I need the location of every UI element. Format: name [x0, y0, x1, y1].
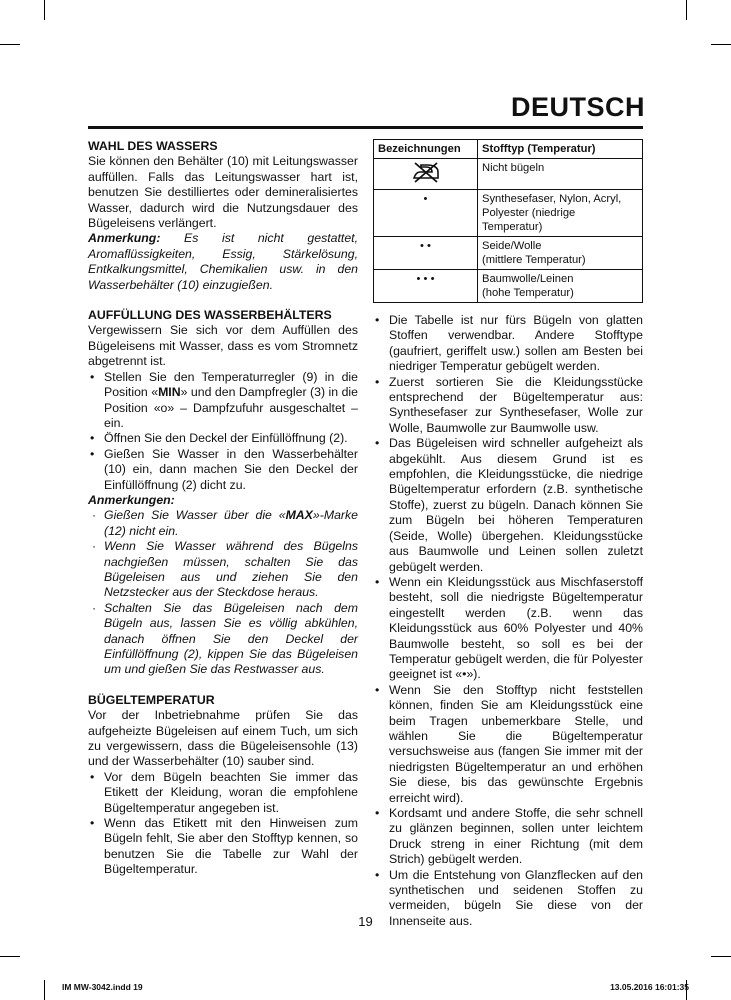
symbol-cell: •: [374, 190, 478, 237]
list-item: • Wenn Sie den Stofftyp nicht feststellen können, finden Sie am Kleidungsstück eine beim Tragen unbemerkbare Stelle, und wählen Sie die Bügeltemperatur versuchsweise aus (fangen Sie immer mit der niedrigsten Bügeltemperatur an und erhöhen Sie diese, bis das gewünschte Ergebnis erreicht wird).: [373, 683, 643, 806]
crop-mark: [711, 956, 731, 957]
bullet-list: [88, 370, 358, 493]
list-item: · Schalten Sie das Bügeleisen nach dem Bügeln aus, lassen Sie es völlig abkühlen, danach öffnen Sie den Deckel der Einfüllöffnung (2), kippen Sie das Bügeleisen um und gießen Sie das Restwasser aus.: [88, 601, 358, 678]
table-row: [374, 237, 643, 270]
footer-file: IM MW-3042.indd 19: [62, 982, 143, 992]
paragraph: Vergewissern Sie sich vor dem Auffüllen des Bügeleisens mit Wasser, dass es vom Stromnetz abgetrennt ist.: [88, 323, 358, 369]
table-header: Bezeichnungen: [374, 140, 478, 159]
max-mark: MAX: [285, 508, 313, 523]
crop-mark: [44, 0, 45, 20]
list-item: • Um die Entstehung von Glanzflecken auf den synthetischen und seidenen Stoffen zu vermeiden, bügeln Sie diese von der Innenseite aus.: [373, 868, 643, 930]
list-item: • Die Tabelle ist nur fürs Bügeln von glatten Stoffen verwendbar. Andere Stofftype (gaufriert, geriffelt usw.) sollen am Besten bei niedriger Temperatur gebügelt werden.: [373, 313, 643, 375]
table-header-row: [374, 140, 643, 159]
note-text: Es ist nicht gestattet, Aromaflüssigkeiten, Essig, Stärkelösung, Entkalkungsmittel, Chemikalien usw. in den Wasserbehälter (10) einzugießen.: [88, 231, 358, 292]
notes-list: [88, 508, 358, 677]
ironing-temperature-table: [373, 139, 643, 303]
note-paragraph: [88, 231, 358, 293]
list-item: • Wenn ein Kleidungsstück aus Mischfaserstoff besteht, soll die niedrigste Bügeltemperatur eingestellt werden (z.B. wenn das Kleidungsstück aus 60% Polyester und 40% Baumwolle besteht, so soll es bei der Temperatur gebügelt werden, die für Polyester geeignet ist «•»).: [373, 575, 643, 683]
section-title-temperature: BÜGELTEMPERATUR: [88, 692, 215, 707]
header-rule: [88, 126, 643, 129]
list-item: · Gießen Sie Wasser über die «MAX»-Marke (12) nicht ein.: [88, 508, 358, 539]
crop-mark: [0, 956, 20, 957]
crop-mark: [711, 44, 731, 45]
list-item: • Kordsamt und andere Stoffe, die sehr schnell zu glänzen beginnen, sollen unter leichtem Druck streng in einer Richtung (mit dem Strich) gebügelt werden.: [373, 806, 643, 868]
language-header: DEUTSCH: [510, 92, 645, 122]
page-number: 19: [358, 914, 373, 929]
symbol-cell: • •: [374, 237, 478, 270]
no-ironing-icon: [409, 161, 443, 183]
table-row: [374, 270, 643, 303]
min-mark: MIN: [158, 385, 181, 400]
crop-mark: [44, 980, 45, 1000]
bullet-list: [373, 313, 643, 929]
list-item: • Das Bügeleisen wird schneller aufgeheizt als abgekühlt. Aus diesem Grund ist es empfohlen, die Kleidungsstücke, die niedrige Bügeltemperatur erfordern (z.B. synthetische Stoffe), zuerst zu bügeln. Danach können Sie zum Bügeln bei höheren Temperaturen (Seide, Wolle) übergehen. Kleidungsstücke aus Baumwolle und Leinen sollen zuletzt gebügelt werden.: [373, 436, 643, 575]
fabric-cell: Seide/Wolle (mittlere Temperatur): [478, 237, 643, 270]
fabric-cell: Nicht bügeln: [478, 159, 643, 190]
notes-label: Anmerkungen:: [88, 492, 175, 507]
section-title-filling: AUFFÜLLUNG DES WASSERBEHÄLTERS: [88, 308, 332, 323]
table-header: Stofftyp (Temperatur): [478, 140, 643, 159]
bullet-list: [88, 770, 358, 878]
list-item: • Wenn das Etikett mit den Hinweisen zum Bügeln fehlt, Sie aber den Stofftyp kennen, so benutzen Sie die Tabelle zur Wahl der Bügeltemperatur.: [88, 816, 358, 878]
list-item: • Gießen Sie Wasser in den Wasserbehälter (10) ein, dann machen Sie den Deckel der Einfüllöffnung (2) dicht zu.: [88, 447, 358, 493]
footer-timestamp: 13.05.2016 16:01:35: [610, 982, 689, 992]
list-item: • Stellen Sie den Temperaturregler (9) in die Position «MIN» und den Dampfregler (3) in die Position «o» – Dampfzufuhr ausgeschaltet – ein.: [88, 370, 358, 432]
paragraph: Vor der Inbetriebnahme prüfen Sie das aufgeheizte Bügeleisen auf einem Tuch, um sich zu vergewissern, dass die Bügeleisensohle (13) und der Wasserbehälter (10) sauber sind.: [88, 708, 358, 769]
note-label: Anmerkung:: [88, 231, 161, 246]
list-item: • Vor dem Bügeln beachten Sie immer das Etikett der Kleidung, woran die empfohlene Bügeltemperatur angegeben ist.: [88, 770, 358, 816]
right-column: [373, 139, 643, 929]
list-item: • Öffnen Sie den Deckel der Einfüllöffnung (2).: [88, 431, 358, 446]
section-title-water: WAHL DES WASSERS: [88, 139, 218, 153]
list-item: · Wenn Sie Wasser während des Bügelns nachgießen müssen, schalten Sie das Bügeleisen aus und ziehen Sie den Netzstecker aus der Steckdose heraus.: [88, 539, 358, 601]
crop-mark: [0, 44, 20, 45]
symbol-cell: [374, 159, 478, 190]
table-row: [374, 190, 643, 237]
list-item: • Zuerst sortieren Sie die Kleidungsstücke entsprechend der Bügeltemperatur aus: Synthesefaser zur Synthesefaser, Wolle zur Wolle, Baumwolle zur Baumwolle usw.: [373, 375, 643, 437]
fabric-cell: Synthesefaser, Nylon, Acryl, Polyester (niedrige Temperatur): [478, 190, 643, 237]
paragraph: Sie können den Behälter (10) mit Leitungswasser auffüllen. Falls das Leitungswasser hart ist, benutzen Sie destilliertes oder demineralisiertes Wasser, dadurch wird die Nutzungsdauer des Bügeleisens verlängert.: [88, 154, 358, 231]
symbol-cell: • • •: [374, 270, 478, 303]
fabric-cell: Baumwolle/Leinen (hohe Temperatur): [478, 270, 643, 303]
left-column: [88, 139, 358, 878]
table-row: [374, 159, 643, 190]
crop-mark: [686, 0, 687, 20]
